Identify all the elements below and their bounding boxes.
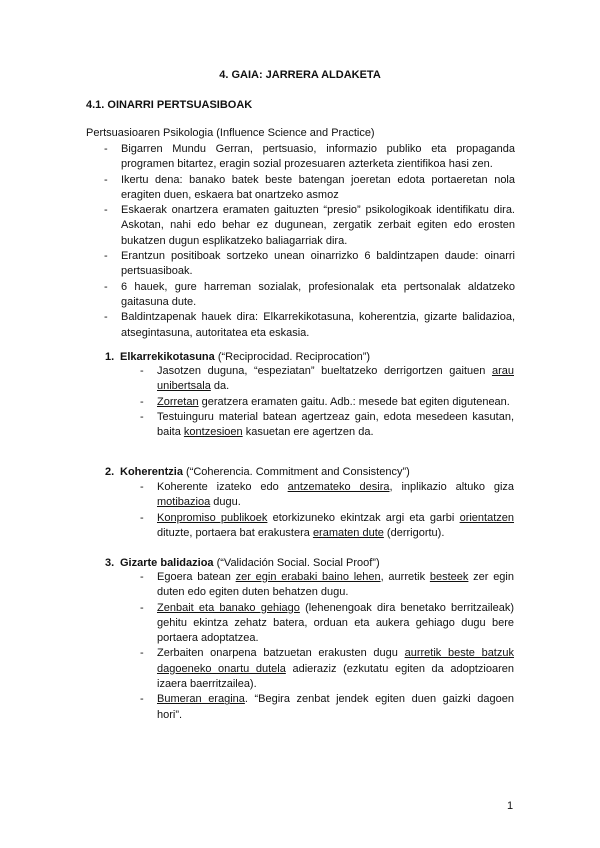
principle-name: Elkarrekikotasuna: [120, 351, 215, 363]
list-item: - Erantzun positiboak sortzeko unean oinarrizko 6 baldintzapen daude: oinarri pertsuasiboak.: [104, 249, 515, 280]
list-item: - Jasotzen duguna, “espeziatan” bueltatzeko derrigortzen gaituen arau unibertsala da.: [140, 364, 514, 395]
sub-list-1: [140, 364, 514, 440]
list-item: - Koherente izateko edo antzemateko desira, inplikazio altuko giza motibazioa dugu.: [140, 480, 514, 511]
document-page: 4. GAIA: JARRERA ALDAKETA 4.1. OINARRI PERTSUASIBOAK Pertsuasioaren Psikologia (Influence Science and Practice) - Bigarren Mundu Gerran, pertsuasio, informazio publiko eta propaganda programen bitartez, eragin sozial prozesuaren azterketa zientifikoa hasi zen. - Ikertu dena: banako batek beste batengan joeretan edota portaeretan nola eragiten duen, eskaera bat onartzeko asmoz - Eskaerak onartzera eramaten gaituzten “presio” psikologikoak identifikatu dira. Askotan, nahi edo behar ez dugunean, zergatik zerbait egiten edo erosten bukatzen dugun esplikatzeko baliagarriak dira. - Erantzun positiboak sortzeko unean oinarrizko 6 baldintzapen daude: oinarri pertsuasiboak. - 6 hauek, gure harreman sozialak, profesionalak eta pertsonalak aldatzeko gaitasuna dute. - Baldintzapenak hauek dira: Elkarrekikotasuna, koherentzia, gizarte balidazioa, atsegintasuna, autoritatea eta eskasia. 1. Elkarrekikotasuna (“Reciprocidad. Reciprocation”) - Jasotzen duguna, “espeziatan” bueltatzeko derrigortzen gaituen arau unibertsala da. - Zorretan geratzera eramaten gaitu. Adb.: mesede bat egiten digutenean. - Testuinguru material batean agertzeaz gain, edota mesedeen kasutan, baita kontzesioen kasuetan ere agertzen da. 2. Koherentzia (“Coherencia. Commitment and Consistency”) - Koherente izateko edo antzemateko desira, inplikazio altuko giza motibazioa dugu. - Konpromiso publikoek etorkizuneko ekintzak argi eta garbi orientatzen dituzte, portaera bat erakustera eramaten dute (derrigortu). 3. Gizarte balidazioa (“Validación Social. Social Proof”) - Egoera batean zer egin erabaki baino lehen, aurretik besteek zer egin duten edo egiten duten behatzen dugu. - Zenbait eta banako gehiago (lehenengoak dira benetako berritzaileak) gehitu ekintza zehatz batera, orduan eta aukera gehiago dugu bere portaera adoptatzea. - Zerbaiten onarpena batzuetan erakusten dugu aurretik beste batzuk dagoeneko onartu dutela adieraziz (ezkutatu egiten da adoptzioaren izaera baerritzailea). - Bumeran eragina. “Begira zenbat jendek egiten duen gaizki dagoen hori”. 1: [0, 0, 600, 848]
intro-line: Pertsuasioaren Psikologia (Influence Science and Practice): [86, 127, 375, 139]
list-item: - Zorretan geratzera eramaten gaitu. Adb.: mesede bat egiten digutenean.: [140, 395, 514, 410]
principle-note: (“Validación Social. Social Proof”): [216, 557, 380, 569]
principle-note: (“Reciprocidad. Reciprocation”): [217, 351, 371, 363]
principle-name: Koherentzia: [120, 466, 183, 478]
sub-list-3: [140, 570, 514, 723]
principle-name: Gizarte balidazioa: [120, 557, 214, 569]
list-item: - Ikertu dena: banako batek beste batengan joeretan edota portaeretan nola eragiten duen, eskaera bat onartzeko asmoz: [104, 173, 515, 204]
sub-list-2: [140, 480, 514, 541]
list-item: - Eskaerak onartzera eramaten gaituzten “presio” psikologikoak identifikatu dira. Askotan, nahi edo behar ez dugunean, zergatik zerbait egiten edo erosten bukatzen dugun esplikatzeko baliagarriak dira.: [104, 203, 515, 249]
section-heading: 4.1. OINARRI PERTSUASIBOAK: [86, 99, 253, 111]
intro-bullet-list: [104, 142, 515, 341]
list-item: - Zerbaiten onarpena batzuetan erakusten dugu aurretik beste batzuk dagoeneko onartu dutela adieraziz (ezkutatu egiten da adoptzioaren izaera baerritzailea).: [140, 646, 514, 692]
list-item: - Bigarren Mundu Gerran, pertsuasio, informazio publiko eta propaganda programen bitartez, eragin sozial prozesuaren azterketa zientifikoa hasi zen.: [104, 142, 515, 173]
page-number: 1: [507, 800, 514, 812]
list-item: - Testuinguru material batean agertzeaz gain, edota mesedeen kasutan, baita kontzesioen kasuetan ere agertzen da.: [140, 410, 514, 441]
list-item: - Baldintzapenak hauek dira: Elkarrekikotasuna, koherentzia, gizarte balidazioa, atsegintasuna, autoritatea eta eskasia.: [104, 310, 515, 341]
list-item: - 6 hauek, gure harreman sozialak, profesionalak eta pertsonalak aldatzeko gaitasuna dute.: [104, 280, 515, 311]
list-item: - Egoera batean zer egin erabaki baino lehen, aurretik besteek zer egin duten edo egiten duten behatzen dugu.: [140, 570, 514, 601]
list-item: - Bumeran eragina. “Begira zenbat jendek egiten duen gaizki dagoen hori”.: [140, 692, 514, 723]
list-item: - Zenbait eta banako gehiago (lehenengoak dira benetako berritzaileak) gehitu ekintza zehatz batera, orduan eta aukera gehiago dugu bere portaera adoptatzea.: [140, 601, 514, 647]
list-item: - Konpromiso publikoek etorkizuneko ekintzak argi eta garbi orientatzen dituzte, portaera bat erakustera eramaten dute (derrigortu).: [140, 511, 514, 542]
page-title: 4. GAIA: JARRERA ALDAKETA: [219, 69, 381, 81]
principle-note: (“Coherencia. Commitment and Consistency”): [186, 466, 410, 478]
